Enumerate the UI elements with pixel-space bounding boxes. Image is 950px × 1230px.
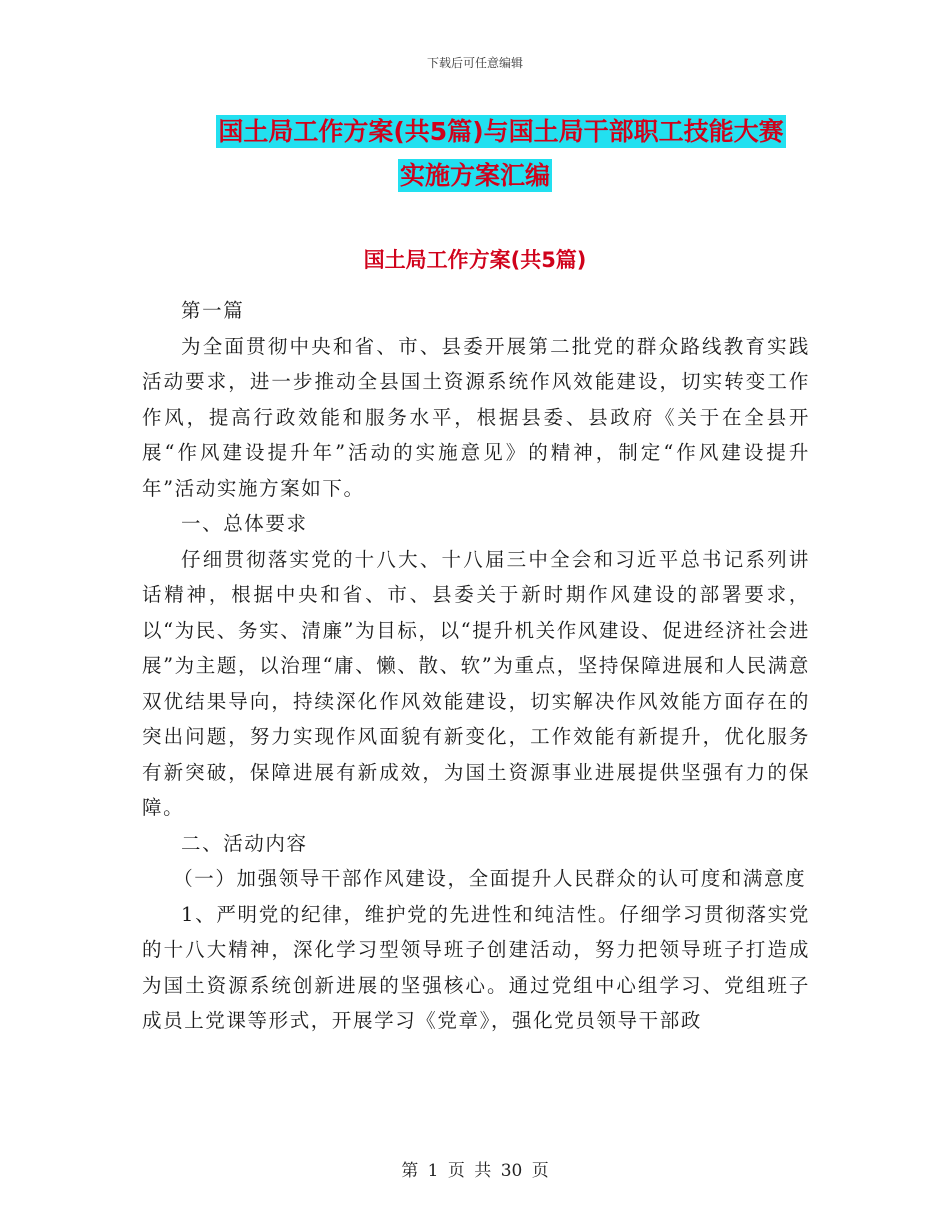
document-title — [0, 110, 950, 198]
heading-activity-content: 二、活动内容 — [181, 831, 308, 855]
header-note: 下载后可任意编辑 — [426, 56, 523, 70]
document-title-line2: 实施方案汇编 — [399, 161, 550, 190]
page-footer: 第 1 页 共 30 页 — [401, 1161, 549, 1181]
general-requirements-paragraph: 仔细贯彻落实党的十八大、十八届三中全会和习近平总书记系列讲话精神，根据中央和省、市、县委关于新时期作风建设的部署要求，以“为民、务实、清廉”为目标，以“提升机关作风建设、促进经济社会进展”为主题，以治理“庸、懒、散、软”为重点，坚持保障进展和人民满意双优结果导向，持续深化作风效能建设，切实解决作风效能方面存在的突出问题，努力实现作风面貌有新变化，工作效能有新提升，优化服务有新突破，保障进展有新成效，为国土资源事业进展提供坚强有力的保障。 — [142, 547, 810, 819]
section-title: 国土局工作方案(共5篇) — [363, 248, 587, 272]
document-title-line1: 国土局工作方案(共5篇)与国土局干部职工技能大赛 — [218, 117, 784, 146]
chapter-label: 第一篇 — [181, 299, 245, 322]
subheading-leadership-style: （一）加强领导干部作风建设，全面提升人民群众的认可度和满意度 — [173, 867, 807, 890]
item-1-paragraph: 1、严明党的纪律，维护党的先进性和纯洁性。仔细学习贯彻落实党的十八大精神，深化学习型领导班子创建活动，努力把领导班子打造成为国土资源系统创新进展的坚强核心。通过党组中心组学习、党组班子成员上党课等形式，开展学习《党章》，强化党员领导干部政 — [142, 902, 810, 1032]
document-body — [142, 293, 810, 1039]
heading-general-requirements: 一、总体要求 — [181, 512, 308, 535]
intro-paragraph: 为全面贯彻中央和省、市、县委开展第二批党的群众路线教育实践活动要求，进一步推动全县国土资源系统作风效能建设，切实转变工作作风，提高行政效能和服务水平，根据县委、县政府《关于在全县开展“作风建设提升年”活动的实施意见》的精神，制定“作风建设提升年”活动实施方案如下。 — [142, 334, 810, 500]
